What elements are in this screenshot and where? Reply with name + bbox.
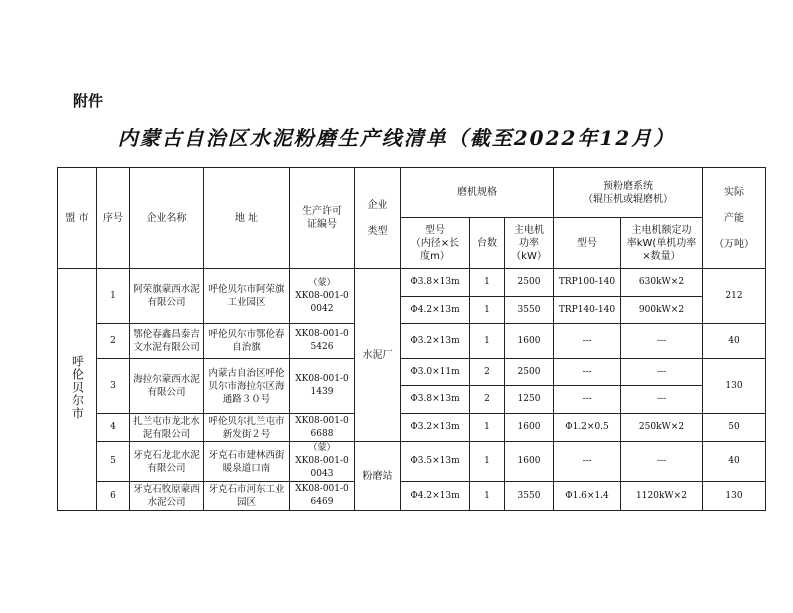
header-no: 序号: [97, 168, 130, 269]
header-license: 生产许可 证编号: [290, 168, 355, 269]
header-mill-count: 台数: [470, 218, 505, 269]
table-row: [58, 442, 766, 482]
row-no: 4: [97, 414, 130, 442]
mill-model: Φ3.8×13m: [401, 269, 470, 297]
pregrind-power: ---: [621, 359, 703, 386]
pregrind-power: 900kW×2: [621, 297, 703, 324]
row-no: 1: [97, 269, 130, 324]
company-address: 呼伦贝尔市鄂伦春自治旗: [204, 324, 290, 359]
capacity: 40: [703, 324, 766, 359]
company-address: 内蒙古自治区呼伦贝尔市海拉尔区海通路３０号: [204, 359, 290, 414]
capacity: 212: [703, 269, 766, 324]
pregrind-model: Φ1.2×0.5: [554, 414, 621, 442]
pregrind-model: ---: [554, 386, 621, 414]
city-cell: [58, 269, 97, 511]
capacity: 130: [703, 359, 766, 414]
capacity: 130: [703, 482, 766, 511]
pregrind-power: 250kW×2: [621, 414, 703, 442]
header-pre-model: 型号: [554, 218, 621, 269]
pregrind-model: ---: [554, 442, 621, 482]
mill-model: Φ4.2×13m: [401, 297, 470, 324]
company-name: 牙克石龙北水泥有限公司: [130, 442, 204, 482]
mill-count: 1: [470, 442, 505, 482]
mill-power: 1600: [505, 442, 554, 482]
pregrind-model: Φ1.6×1.4: [554, 482, 621, 511]
table-row: [58, 269, 766, 297]
company-type: 水泥厂: [355, 269, 401, 442]
row-no: 2: [97, 324, 130, 359]
mill-power: 1600: [505, 324, 554, 359]
header-mill-spec: 磨机规格: [401, 168, 554, 218]
pregrind-model: ---: [554, 359, 621, 386]
mill-power: 3550: [505, 482, 554, 511]
mill-count: 2: [470, 359, 505, 386]
mill-count: 1: [470, 269, 505, 297]
pregrind-power: ---: [621, 442, 703, 482]
pregrind-power: 630kW×2: [621, 269, 703, 297]
row-no: 5: [97, 442, 130, 482]
license-number: XK08-001-0 6688: [290, 414, 355, 442]
pregrind-model: ---: [554, 324, 621, 359]
row-no: 6: [97, 482, 130, 511]
header-city: 盟 市: [58, 168, 97, 269]
license-number: XK08-001-0 6469: [290, 482, 355, 511]
mill-model: Φ3.2×13m: [401, 414, 470, 442]
mill-count: 1: [470, 324, 505, 359]
document-title: 内蒙古自治区水泥粉磨生产线清单（截至2022年12月）: [117, 126, 676, 150]
company-address: 呼伦贝尔市阿荣旗工业园区: [204, 269, 290, 324]
header-pregrind: 预粉磨系统 （辊压机或辊磨机）: [554, 168, 703, 218]
company-address: 牙克石市河东工业园区: [204, 482, 290, 511]
header-pre-power: 主电机额定功 率kW(单机功率 ×数量）: [621, 218, 703, 269]
mill-power: 2500: [505, 359, 554, 386]
header-type: 企业 类型: [355, 168, 401, 269]
table-row: [58, 414, 766, 442]
mill-power: 1600: [505, 414, 554, 442]
capacity: 40: [703, 442, 766, 482]
mill-power: 3550: [505, 297, 554, 324]
pregrind-power: ---: [621, 324, 703, 359]
header-mill-power: 主电机 功率 （kW）: [505, 218, 554, 269]
mill-power: 2500: [505, 269, 554, 297]
license-number: XK08-001-0 5426: [290, 324, 355, 359]
pregrind-power: ---: [621, 386, 703, 414]
city-name: 呼伦贝尔市: [70, 355, 85, 420]
header-name: 企业名称: [130, 168, 204, 269]
table-row: [58, 324, 766, 359]
company-name: 鄂伦春鑫昌泰吉文水泥有限公司: [130, 324, 204, 359]
mill-count: 2: [470, 386, 505, 414]
table-row: [58, 482, 766, 511]
attachment-label: 附件: [73, 92, 104, 110]
license-number: （蒙） XK08-001-0 0043: [290, 442, 355, 482]
pregrind-power: 1120kW×2: [621, 482, 703, 511]
mill-model: Φ3.8×13m: [401, 386, 470, 414]
company-name: 牙克石牧原蒙西水泥公司: [130, 482, 204, 511]
mill-model: Φ3.0×11m: [401, 359, 470, 386]
company-name: 扎兰屯市龙北水泥有限公司: [130, 414, 204, 442]
mill-count: 1: [470, 297, 505, 324]
mill-model: Φ3.2×13m: [401, 324, 470, 359]
mill-model: Φ4.2×13m: [401, 482, 470, 511]
mill-power: 1250: [505, 386, 554, 414]
pregrind-model: TRP140-140: [554, 297, 621, 324]
company-type: 粉磨站: [355, 442, 401, 511]
pregrind-model: TRP100-140: [554, 269, 621, 297]
mill-count: 1: [470, 482, 505, 511]
company-name: 海拉尔蒙西水泥有限公司: [130, 359, 204, 414]
mill-model: Φ3.5×13m: [401, 442, 470, 482]
company-address: 牙克石市建林西街暖泉道口南: [204, 442, 290, 482]
row-no: 3: [97, 359, 130, 414]
header-capacity: 实际 产能 （万吨）: [703, 168, 766, 269]
production-line-table: [57, 167, 766, 511]
header-mill-model: 型号 （内径×长 度m）: [401, 218, 470, 269]
table-row: [58, 359, 766, 386]
license-number: （蒙） XK08-001-0 0042: [290, 269, 355, 324]
capacity: 50: [703, 414, 766, 442]
company-name: 阿荣旗蒙西水泥有限公司: [130, 269, 204, 324]
license-number: XK08-001-0 1439: [290, 359, 355, 414]
mill-count: 1: [470, 414, 505, 442]
company-address: 呼伦贝尔扎兰屯市新发街２号: [204, 414, 290, 442]
header-address: 地 址: [204, 168, 290, 269]
